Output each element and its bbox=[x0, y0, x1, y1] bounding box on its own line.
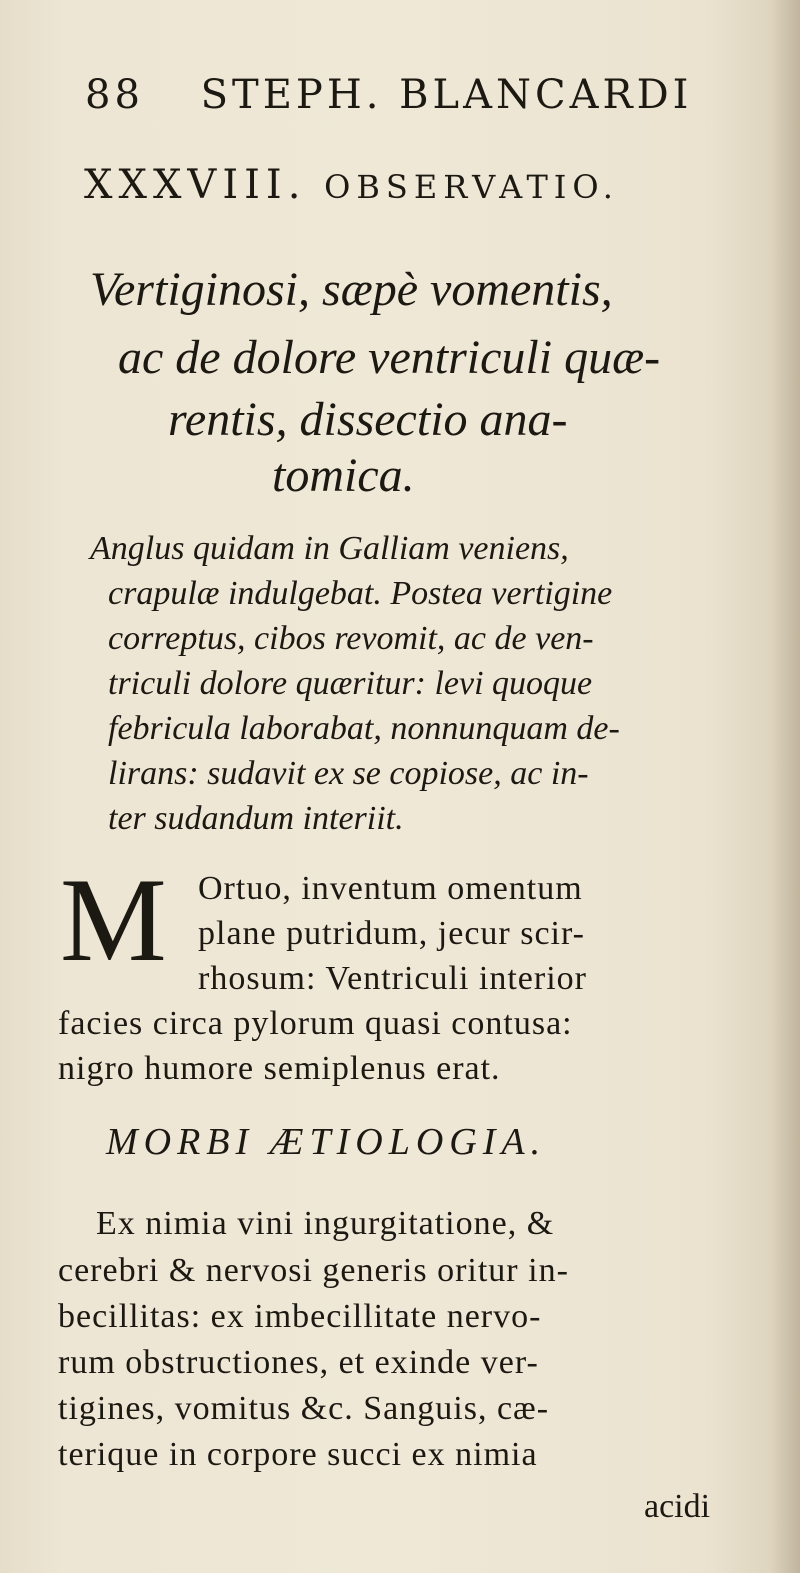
aetiologia-line-5: tigines, vomitus &c. Sanguis, cæ- bbox=[58, 1390, 550, 1427]
body-line-5: nigro humore semiplenus erat. bbox=[58, 1050, 501, 1087]
summary-line-5: febricula laborabat, nonnunquam de- bbox=[108, 710, 620, 747]
aetiologia-line-6: terique in corpore succi ex nimia bbox=[58, 1436, 538, 1473]
summary-line-4: triculi dolore quæritur: levi quoque bbox=[108, 665, 593, 702]
catchword: acidi bbox=[644, 1488, 711, 1525]
author-name: STEPH. BLANCARDI bbox=[200, 72, 693, 118]
page-edge-shadow bbox=[770, 0, 800, 1573]
heading-line-1: Vertiginosi, sæpè vomentis, bbox=[90, 263, 613, 316]
summary-line-6: lirans: sudavit ex se copiose, ac in- bbox=[108, 755, 589, 792]
body-line-3: rhosum: Ventriculi interior bbox=[198, 960, 587, 997]
aetiologia-line-2: cerebri & nervosi generis oritur in- bbox=[58, 1252, 569, 1289]
body-line-1: Ortuo, inventum omentum bbox=[198, 870, 583, 907]
summary-line-1: Anglus quidam in Galliam veniens, bbox=[90, 530, 569, 567]
aetiologia-line-1: Ex nimia vini ingurgitatione, & bbox=[96, 1205, 555, 1242]
observation-number: XXXVIII. bbox=[84, 162, 307, 208]
summary-line-2: crapulæ indulgebat. Postea vertigine bbox=[108, 575, 613, 612]
summary-line-7: ter sudandum interiit. bbox=[108, 800, 404, 837]
aetiologia-line-4: rum obstructiones, et exinde ver- bbox=[58, 1344, 539, 1381]
body-line-4: facies circa pylorum quasi contusa: bbox=[58, 1005, 573, 1042]
heading-line-4: tomica. bbox=[272, 449, 415, 502]
page-number: 88 bbox=[85, 72, 144, 118]
summary-line-3: correptus, cibos revomit, ac de ven- bbox=[108, 620, 594, 657]
observation-word: OBSERVATIO. bbox=[324, 168, 619, 206]
drop-cap: M bbox=[60, 853, 167, 986]
aetiologia-line-3: becillitas: ex imbecillitate nervo- bbox=[58, 1298, 542, 1335]
running-head bbox=[85, 72, 705, 118]
section-title: MORBI ÆTIOLOGIA. bbox=[106, 1121, 547, 1163]
heading-line-2: ac de dolore ventriculi quæ- bbox=[118, 331, 661, 384]
observation-title bbox=[84, 162, 744, 208]
heading-line-3: rentis, dissectio ana- bbox=[168, 393, 568, 446]
body-line-2: plane putridum, jecur scir- bbox=[198, 915, 585, 952]
